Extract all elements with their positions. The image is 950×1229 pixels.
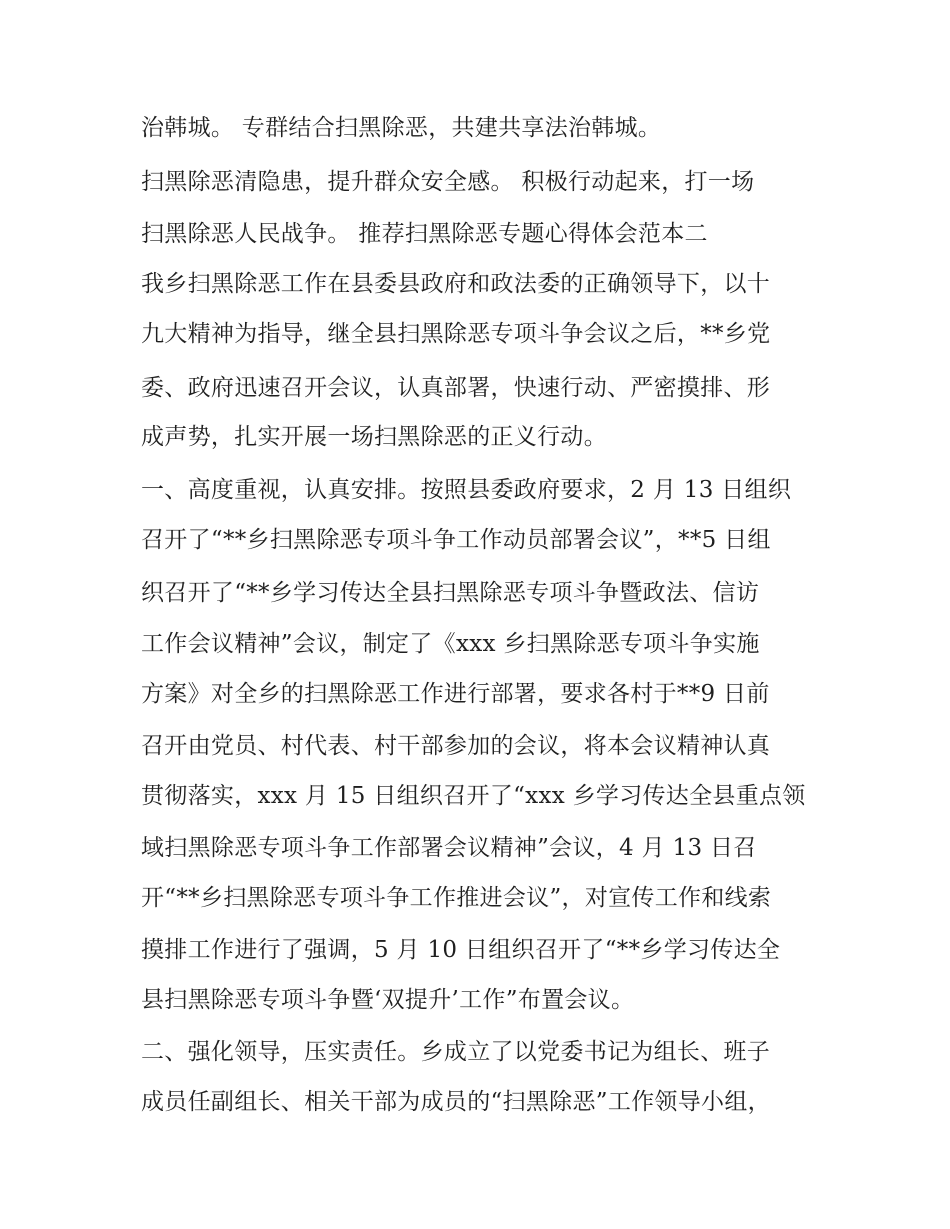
- text-line: 成声势，扎实开展一场扫黑除恶的正义行动。: [141, 424, 607, 450]
- text-line: 治韩城。 专群结合扫黑除恶，共建共享法治韩城。: [141, 115, 662, 141]
- text-line: 扫黑除恶人民战争。 推荐扫黑除恶专题心得体会范本二: [141, 221, 708, 247]
- text-line: 委、政府迅速召开会议，认真部署，快速行动、严密摸排、形: [141, 375, 771, 401]
- text-line: 开“**乡扫黑除恶专项斗争工作推进会议”，对宣传工作和线索: [141, 885, 772, 911]
- text-line: 方案》对全乡的扫黑除恶工作进行部署，要求各村于**9 日前: [141, 681, 770, 707]
- text-line: 九大精神为指导，继全县扫黑除恶专项斗争会议之后，**乡党: [141, 321, 771, 347]
- text-line: 召开了“**乡扫黑除恶专项斗争工作动员部署会议”，**5 日组: [141, 527, 771, 553]
- text-line: 成员任副组长、相关干部为成员的“扫黑除恶”工作领导小组，: [141, 1089, 771, 1115]
- text-line: 我乡扫黑除恶工作在县委县政府和政法委的正确领导下，以十: [141, 271, 771, 297]
- text-line: 二、强化领导，压实责任。乡成立了以党委书记为组长、班子: [141, 1039, 771, 1065]
- text-line: 贯彻落实，xxx 月 15 日组织召开了“xxx 乡学习传达全县重点领: [141, 783, 806, 809]
- text-line: 织召开了“**乡学习传达全县扫黑除恶专项斗争暨政法、信访: [141, 580, 760, 606]
- text-line: 摸排工作进行了强调，5 月 10 日组织召开了“**乡学习传达全: [141, 937, 781, 963]
- text-line: 县扫黑除恶专项斗争暨‘双提升’工作”布置会议。: [141, 987, 635, 1013]
- text-line: 一、高度重视，认真安排。按照县委政府要求，2 月 13 日组织: [141, 477, 792, 503]
- text-line: 工作会议精神”会议，制定了《xxx 乡扫黑除恶专项斗争实施: [141, 631, 760, 657]
- text-line: 召开由党员、村代表、村干部参加的会议，将本会议精神认真: [141, 733, 771, 759]
- text-line: 域扫黑除恶专项斗争工作部署会议精神”会议，4 月 13 日召: [141, 835, 757, 861]
- text-line: 扫黑除恶清隐患，提升群众安全感。 积极行动起来，打一场: [141, 169, 755, 195]
